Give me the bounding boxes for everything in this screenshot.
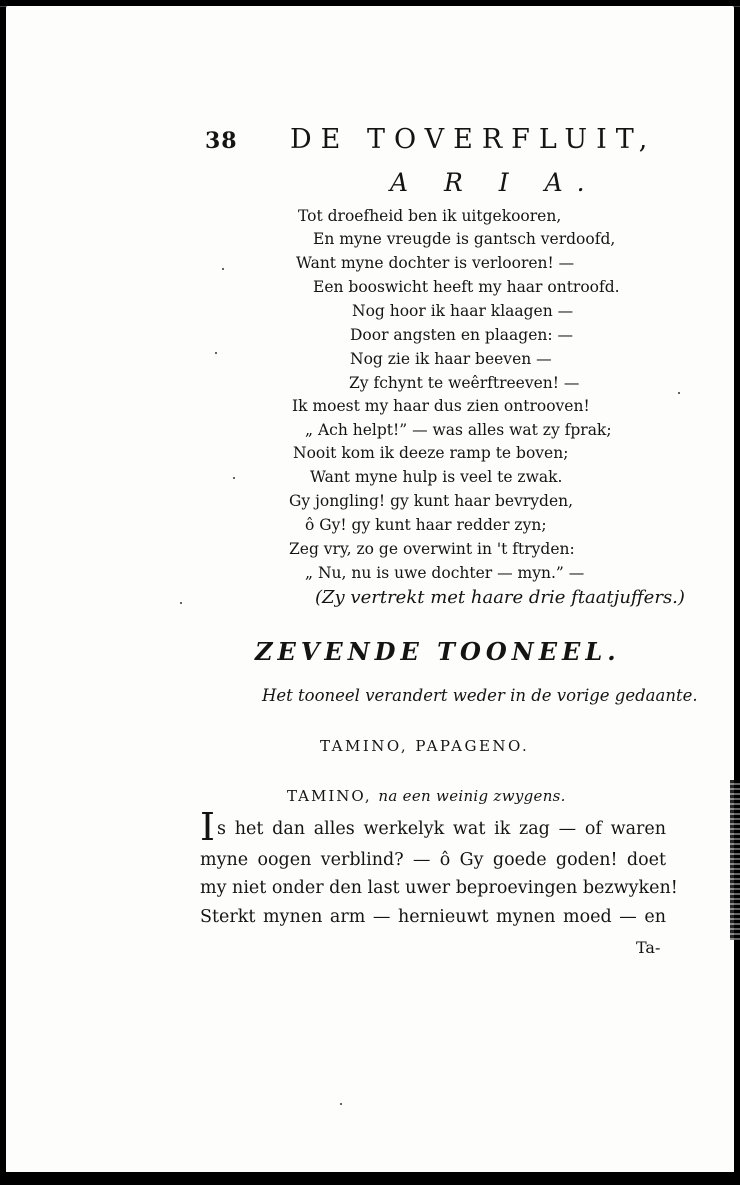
- aria-line: Door angsten en plaagen: —: [350, 326, 574, 344]
- page-number: 38: [205, 128, 238, 154]
- aria-line: Want myne hulp is veel te zwak.: [310, 468, 563, 486]
- scan-speck: [678, 392, 680, 394]
- aria-line: Zeg vry, zo ge overwint in 't ftryden:: [289, 540, 575, 558]
- aria-line: Een booswicht heeft my haar ontroofd.: [313, 278, 620, 296]
- aria-line: „ Ach helpt!” — was alles wat zy fprak;: [305, 421, 612, 439]
- speech-line: myne oogen verblind? — ô Gy goede goden! doet: [200, 850, 666, 870]
- speech-line: Sterkt mynen arm — hernieuwt mynen moed — en: [200, 907, 666, 927]
- aria-line: Nog hoor ik haar klaagen —: [352, 302, 574, 320]
- aria-line: Zy fchynt te weêrftreeven! —: [349, 374, 580, 392]
- scan-speck: [233, 477, 235, 479]
- scan-speck: [215, 352, 217, 354]
- speaker-heading: [287, 787, 566, 805]
- aria-line: Nog zie ik haar beeven —: [350, 350, 552, 368]
- aria-line: Ik moest my haar dus zien ontrooven!: [292, 397, 590, 415]
- aria-line: Nooit kom ik deeze ramp te boven;: [293, 444, 569, 462]
- aria-line: ô Gy! gy kunt haar redder zyn;: [305, 516, 547, 534]
- aria-line: Gy jongling! gy kunt haar bevryden,: [289, 492, 574, 510]
- aria-line: Want myne dochter is verlooren! —: [296, 254, 575, 272]
- speech-line-text: s het dan alles werkelyk wat ik zag — of waren: [217, 819, 666, 839]
- scan-speck: [222, 268, 224, 270]
- catchword: Ta-: [636, 938, 661, 957]
- aria-title: A R I A.: [390, 168, 599, 197]
- running-head: DE TOVERFLUIT,: [290, 124, 657, 155]
- speech-line: my niet onder den last uwer beproevingen bezwyken!: [200, 878, 678, 898]
- scan-binding-edge: [730, 780, 740, 940]
- stage-direction: (Zy vertrekt met haare drie ftaatjuffers.): [315, 587, 685, 608]
- drop-cap: I: [200, 805, 216, 849]
- scan-speck: [180, 602, 182, 604]
- speech-line: [200, 805, 666, 849]
- character-list: TAMINO, PAPAGENO.: [320, 737, 530, 755]
- aria-line: En myne vreugde is gantsch verdoofd,: [313, 230, 616, 248]
- aria-line: „ Nu, nu is uwe dochter — myn.” —: [305, 564, 585, 582]
- scan-speck: [340, 1103, 342, 1105]
- aria-line: Tot droefheid ben ik uitgekooren,: [298, 207, 562, 225]
- scene-change-direction: Het tooneel verandert weder in de vorige gedaante.: [262, 686, 698, 705]
- scene-heading: ZEVENDE TOONEEL.: [255, 637, 621, 666]
- speaker-direction: na een weinig zwygens.: [378, 787, 566, 805]
- speaker-name: TAMINO,: [287, 787, 372, 805]
